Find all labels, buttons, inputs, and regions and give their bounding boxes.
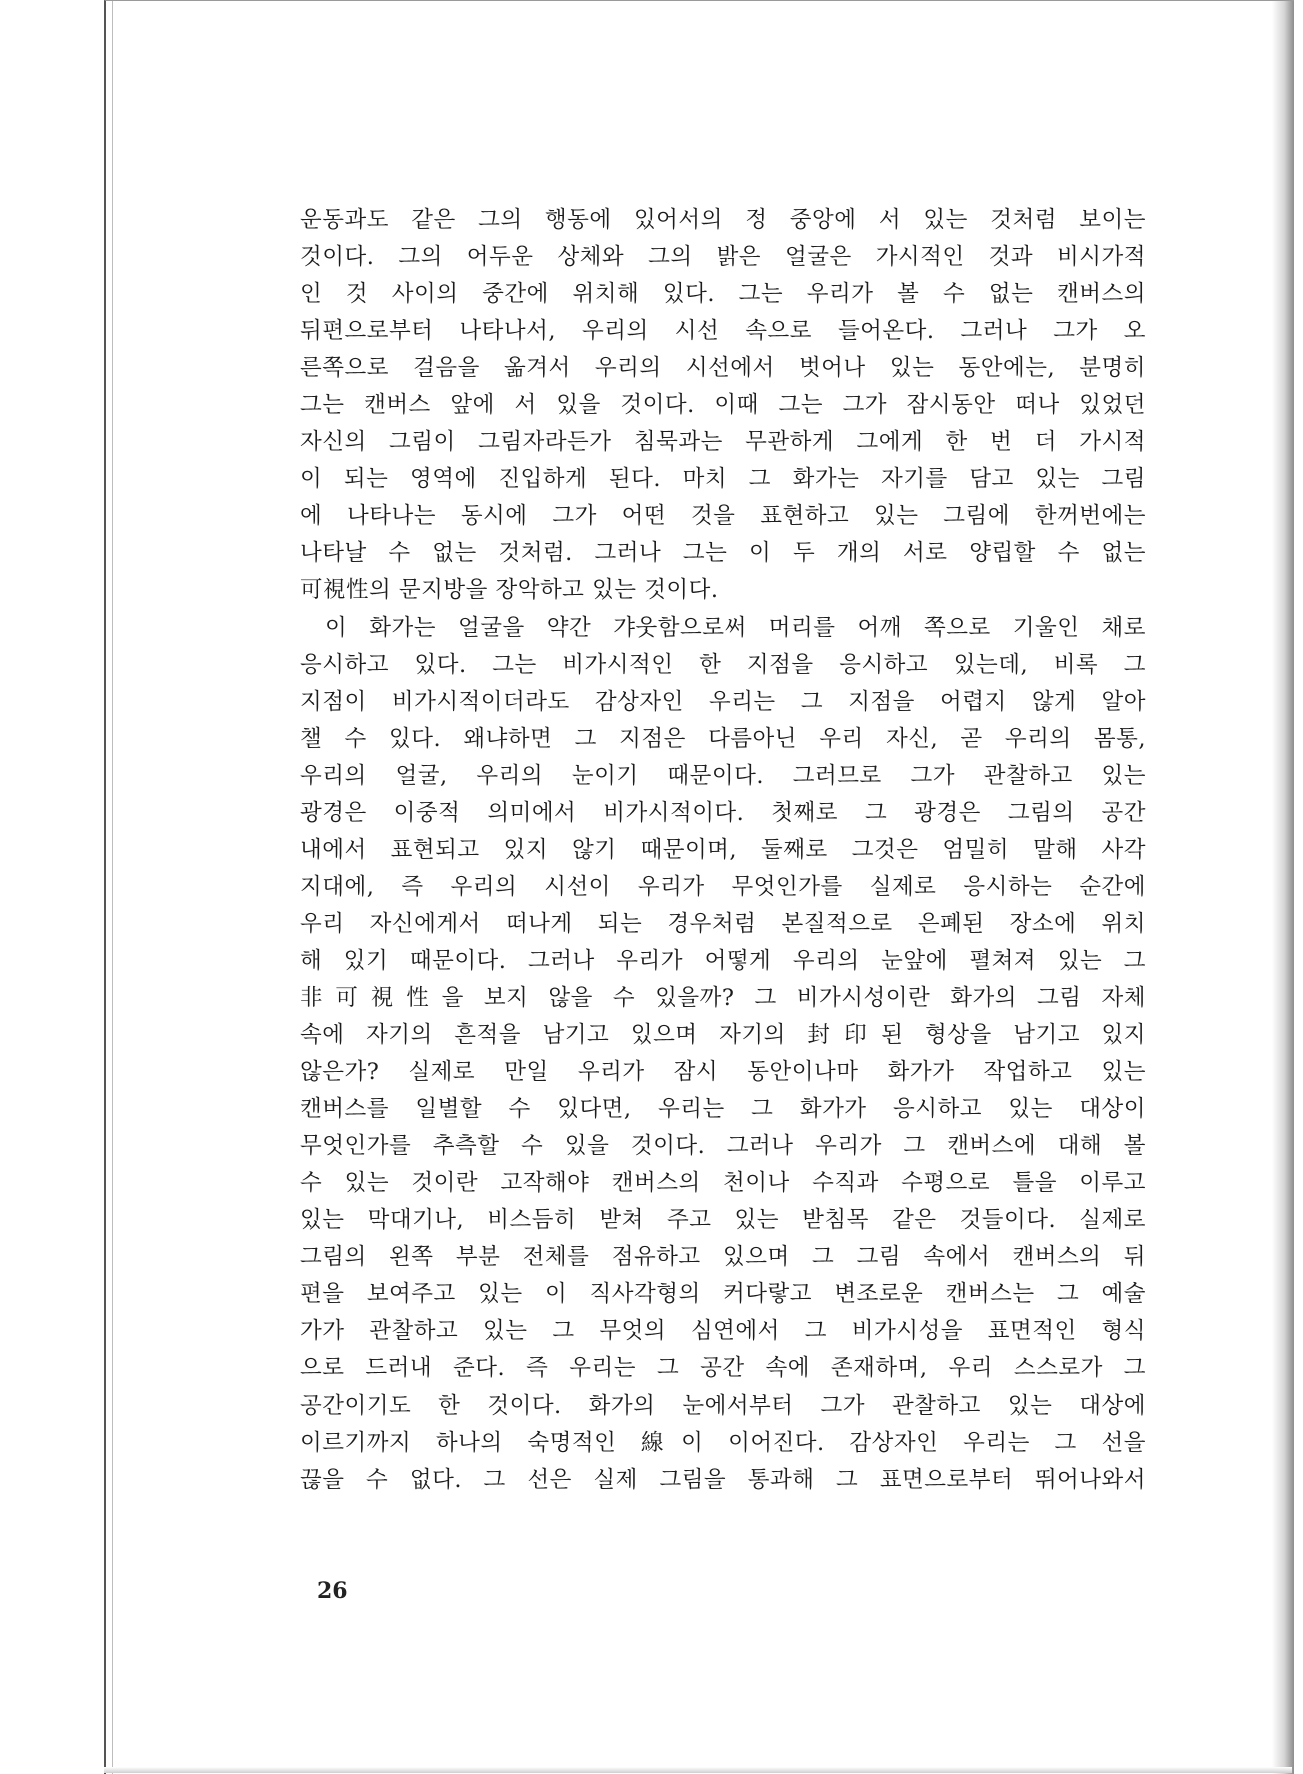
text-line: 편을 보여주고 있는 이 직사각형의 커다랗고 변조로운 캔버스는 그 예술 <box>300 1281 1146 1308</box>
text-line: 이 화가는 얼굴을 약간 갸웃함으로써 머리를 어깨 쪽으로 기울인 채로 <box>325 614 1146 641</box>
text-line: 지점이 비가시적이더라도 감상자인 우리는 그 지점을 어렵지 않게 알아 <box>300 688 1146 715</box>
body-text <box>300 202 1146 1499</box>
text-line: 자신의 그림이 그림자라든가 침묵과는 무관하게 그에게 한 번 더 가시적 <box>300 429 1146 456</box>
text-line: 내에서 표현되고 있지 않기 때문이며, 둘째로 그것은 엄밀히 말해 사각 <box>300 836 1146 863</box>
text-line: 인 것 사이의 중간에 위치해 있다. 그는 우리가 볼 수 없는 캔버스의 <box>300 281 1146 308</box>
text-line: 응시하고 있다. 그는 비가시적인 한 지점을 응시하고 있는데, 비록 그 <box>300 651 1146 678</box>
paragraph <box>300 202 1146 610</box>
text-line: 것이다. 그의 어두운 상체와 그의 밝은 얼굴은 가시적인 것과 비시가적 <box>300 244 1146 271</box>
text-line: 수 있는 것이란 고작해야 캔버스의 천이나 수직과 수평으로 틀을 이루고 <box>300 1170 1146 1197</box>
text-line: 可視性의 문지방을 장악하고 있는 것이다. <box>300 577 719 604</box>
text-line: 않은가? 실제로 만일 우리가 잠시 동안이나마 화가가 작업하고 있는 <box>300 1059 1146 1086</box>
page-number: 26 <box>317 1578 348 1604</box>
text-line: 그는 캔버스 앞에 서 있을 것이다. 이때 그는 그가 잠시동안 떠나 있었던 <box>300 392 1146 419</box>
text-line: 에 나타나는 동시에 그가 어떤 것을 표현하고 있는 그림에 한꺼번에는 <box>300 503 1146 530</box>
text-line: 운동과도 같은 그의 행동에 있어서의 정 중앙에 서 있는 것처럼 보이는 <box>300 207 1146 233</box>
text-line: 그림의 왼쪽 부분 전체를 점유하고 있으며 그 그림 속에서 캔버스의 뒤 <box>300 1244 1146 1271</box>
text-line: 끊을 수 없다. 그 선은 실제 그림을 통과해 그 표면으로부터 뛰어나와서 <box>300 1466 1146 1493</box>
text-line: 가가 관찰하고 있는 그 무엇의 심연에서 그 비가시성을 표면적인 형식 <box>300 1318 1146 1345</box>
text-line: 非可視性을 보지 않을 수 있을까? 그 비가시성이란 화가의 그림 자체 <box>300 984 1146 1011</box>
text-line: 무엇인가를 추측할 수 있을 것이다. 그러나 우리가 그 캔버스에 대해 볼 <box>300 1133 1146 1160</box>
page-bottom-edge <box>104 1767 1292 1773</box>
text-line: 해 있기 때문이다. 그러나 우리가 어떻게 우리의 눈앞에 펼쳐져 있는 그 <box>300 947 1146 974</box>
text-line: 나타날 수 없는 것처럼. 그러나 그는 이 두 개의 서로 양립할 수 없는 <box>300 540 1146 567</box>
text-line: 우리의 얼굴, 우리의 눈이기 때문이다. 그러므로 그가 관찰하고 있는 <box>300 762 1146 789</box>
text-line: 이르기까지 하나의 숙명적인 線이 이어진다. 감상자인 우리는 그 선을 <box>300 1429 1146 1456</box>
text-line: 속에 자기의 흔적을 남기고 있으며 자기의 封印된 형상을 남기고 있지 <box>300 1022 1146 1049</box>
text-line: 른쪽으로 걸음을 옮겨서 우리의 시선에서 벗어나 있는 동안에는, 분명히 <box>300 355 1146 382</box>
text-line: 이 되는 영역에 진입하게 된다. 마치 그 화가는 자기를 담고 있는 그림 <box>300 466 1146 493</box>
paragraph <box>300 610 1146 1499</box>
text-line: 우리 자신에게서 떠나게 되는 경우처럼 본질적으로 은폐된 장소에 위치 <box>300 910 1146 937</box>
text-line: 지대에, 즉 우리의 시선이 우리가 무엇인가를 실제로 응시하는 순간에 <box>300 873 1146 900</box>
text-line: 공간이기도 한 것이다. 화가의 눈에서부터 그가 관찰하고 있는 대상에 <box>300 1392 1146 1419</box>
text-line: 뒤편으로부터 나타나서, 우리의 시선 속으로 들어온다. 그러나 그가 오 <box>300 318 1146 345</box>
text-line: 챌 수 있다. 왜냐하면 그 지점은 다름아닌 우리 자신, 곧 우리의 몸통, <box>300 725 1146 752</box>
text-line: 캔버스를 일별할 수 있다면, 우리는 그 화가가 응시하고 있는 대상이 <box>300 1096 1146 1123</box>
text-line: 으로 드러내 준다. 즉 우리는 그 공간 속에 존재하며, 우리 스스로가 그 <box>300 1355 1146 1382</box>
text-line: 광경은 이중적 의미에서 비가시적이다. 첫째로 그 광경은 그림의 공간 <box>300 799 1146 826</box>
text-line: 있는 막대기나, 비스듬히 받쳐 주고 있는 받침목 같은 것들이다. 실제로 <box>300 1207 1146 1234</box>
